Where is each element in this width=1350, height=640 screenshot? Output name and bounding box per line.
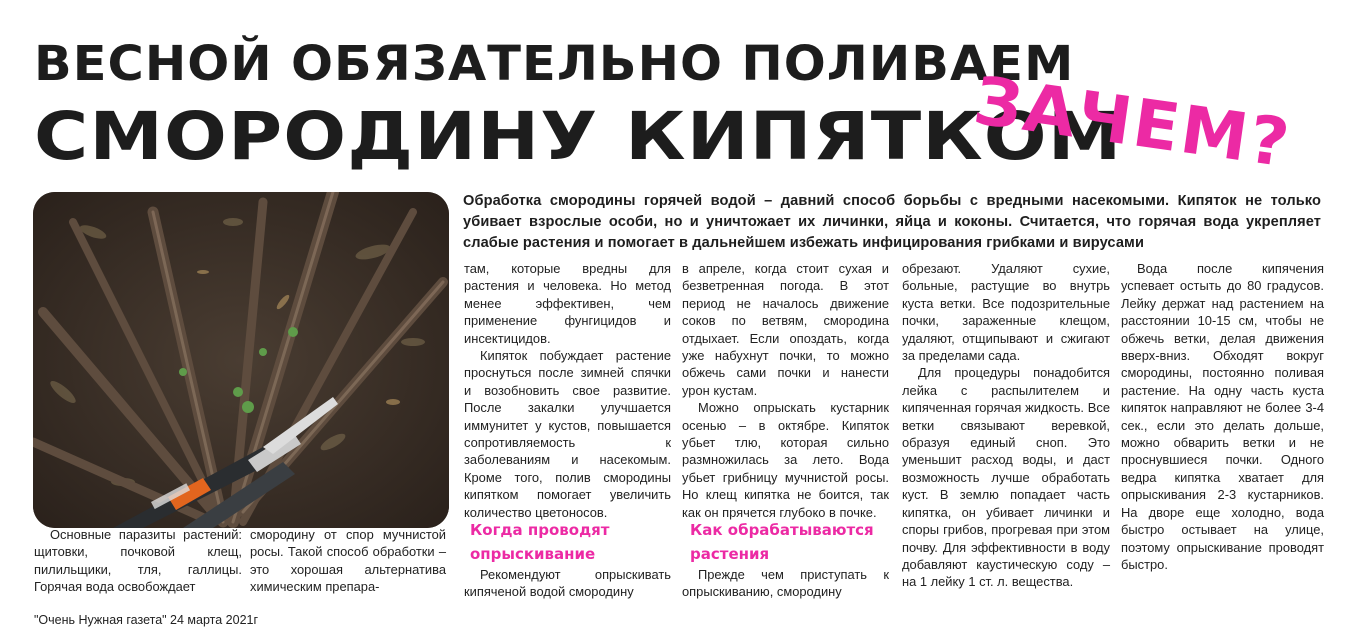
subhead-how-line-2: растения bbox=[690, 545, 770, 563]
column-2 bbox=[250, 526, 446, 596]
column-5 bbox=[902, 260, 1110, 591]
column-4-paragraph-1: в апреле, когда стоит сухая и безветренная погода. В этот период не началось движение соков по ветвям, смородина отдыхает. Если опоздать, когда уже набухнут почки, то можно обжечь сами почки и нанести урон кустам. bbox=[682, 261, 889, 398]
column-4-paragraph-2: Можно опрыскать кустарник осенью – в октябре. Кипяток убьет тлю, которая сильно размножилась за лето. Вода убьет грибницу мучнистой росы. Но клещ кипятка не боится, так как он прячется глубоко в почке. bbox=[682, 400, 889, 520]
column-6-paragraph-1: Вода после кипячения успевает остыть до 80 градусов. Лейку держат над растением на расстоянии 10-15 см, чтобы не обжечь ветки, делая движения вверх-вниз. Обходят вокруг смородины, постоянно поливая растение. На одну часть куста кипяток направляют не более 3-4 сек., если это делать дольше, можно обварить ветки и не проснувшиеся почки. Одного ведра кипятка хватает для опрыскивания 2-3 кустарников. На дворе еще холодно, вода быстро остывает на улице, поэтому опрыскивание проводят быстро. bbox=[1121, 261, 1324, 572]
source-caption: "Очень Нужная газета" 24 марта 2021г bbox=[34, 613, 259, 627]
column-4-bottom bbox=[682, 566, 889, 601]
subhead-how-line-1: Как обрабатываются bbox=[690, 521, 874, 539]
currant-bush-image bbox=[33, 192, 449, 528]
column-6 bbox=[1121, 260, 1324, 573]
column-4 bbox=[682, 260, 889, 521]
subhead-when-line-1: Когда проводят bbox=[470, 521, 610, 539]
article-photo bbox=[33, 192, 449, 528]
column-3-paragraph-1: там, которые вредны для растения и человека. Но метод менее эффективен, чем применение фунгицидов и инсектицидов. bbox=[464, 261, 671, 346]
headline-line-1: ВЕСНОЙ ОБЯЗАТЕЛЬНО ПОЛИВАЕМ bbox=[34, 36, 1075, 92]
headline-question: ЗАЧЕМ? bbox=[969, 62, 1296, 183]
subhead-when-line-2: опрыскивание bbox=[470, 545, 596, 563]
column-3-paragraph-3: Рекомендуют опрыскивать кипяченой водой смородину bbox=[464, 567, 671, 600]
column-5-paragraph-2: Для процедуры понадобится лейка с распылителем и кипяченная горячая жидкость. Все ветки связывают веревкой, образуя единый сноп. Это уменьшит расход воды, и даст возможность лучше обработать куст. В землю попадает часть кипятка, он убивает личинки и споры грибов, прогревая при этом почву. Для эффективности в воду добавляют каустическую соду – на 1 лейку 1 ст. л. вещества. bbox=[902, 365, 1110, 590]
lead-paragraph: Обработка смородины горячей водой – давний способ борьбы с вредными насекомыми. Кипяток не только убивает взрослые особи, но и уничтожает их личинки, яйца и коконы. Считается, что горячая вода укрепляет слабые растения и помогает в дальнейшем избежать инфицирования грибками и вирусами bbox=[463, 193, 1321, 251]
headline-line-2: СМОРОДИНУ КИПЯТКОМ bbox=[34, 98, 1123, 175]
subhead-when bbox=[466, 518, 676, 566]
column-1-text: Основные паразиты растений: щитовки, почковой клещ, пилильщики, тля, галлицы. Горячая вода освобождает bbox=[34, 527, 242, 595]
subhead-how bbox=[686, 518, 896, 566]
column-1 bbox=[34, 526, 242, 596]
column-2-text: смородину от спор мучнистой росы. Такой способ обработки – это хорошая альтернатива химическим препара- bbox=[250, 527, 446, 595]
column-3-bottom bbox=[464, 566, 671, 601]
column-4-paragraph-3: Прежде чем приступать к опрыскиванию, смородину bbox=[682, 567, 889, 600]
column-5-paragraph-1: обрезают. Удаляют сухие, больные, растущие во внутрь куста ветки. Все подозрительные почки, зараженные клещом, удаляют, отщипывают и сжигают за пределами сада. bbox=[902, 261, 1110, 364]
column-3 bbox=[464, 260, 671, 521]
column-3-paragraph-2: Кипяток побуждает растение проснуться после зимней спячки и возобновить свое развитие. После закалки улучшается иммунитет у кустов, повышается сопротивляемость к заболеваниям и насекомым. Кроме того, полив смородины кипятком помогает увеличить количество цветоносов. bbox=[464, 348, 671, 520]
